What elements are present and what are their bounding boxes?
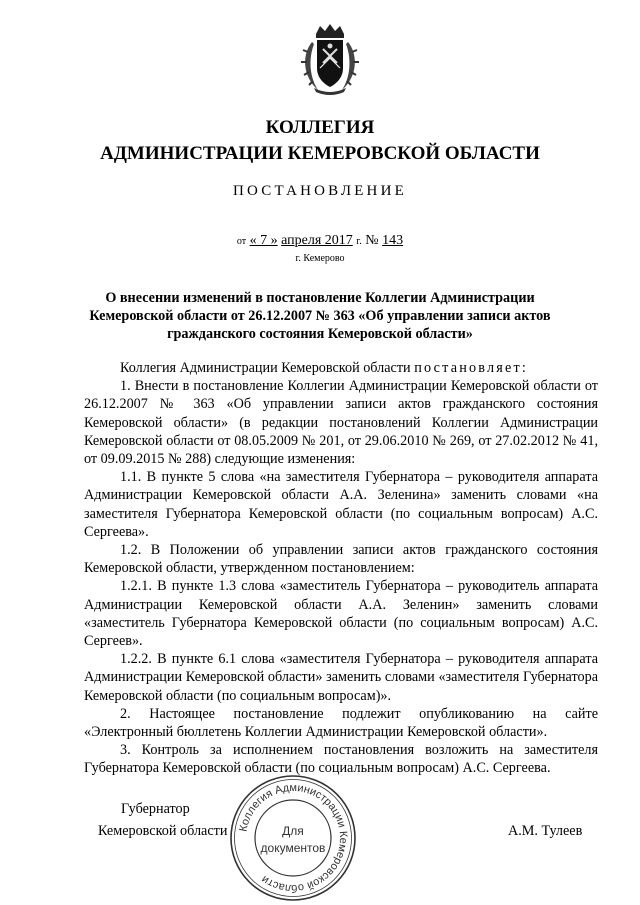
organization-name-line1: КОЛЛЕГИЯ xyxy=(265,117,375,138)
date-year-suffix: г. xyxy=(356,236,362,247)
body-intro: Коллегия Администрации Кемеровской области постановляет: xyxy=(120,360,526,376)
date-day: « 7 » xyxy=(249,233,278,248)
city-name: г. Кемерово xyxy=(295,253,345,264)
date-prefix: от xyxy=(236,236,247,247)
date-month-year: апреля 2017 xyxy=(281,233,353,248)
body-paragraph-3: 3. Контроль за исполнением постановления возложить на заместителя Губернатора Кемеровской области (по социальным вопросам) А.С. Сергеева. xyxy=(84,742,598,777)
body-paragraph-1-2-1: 1.2.1. В пункте 1.3 слова «заместитель Губернатора – руководитель аппарата Администрации Кемеровской области А.А. Зеленин» заменить словами «заместитель Губернатора Кемеровской области (по социальным вопросам) А.С. Сергеев». xyxy=(84,578,598,650)
number-sign: № xyxy=(365,233,379,248)
body-paragraph-1-2-2: 1.2.2. В пункте 6.1 слова «заместителя Губернатора – руководителя аппарата Администрации Кемеровской области» заменить словами «заместителя Губернатора Кемеровской области (по социальным вопросам)». xyxy=(84,651,598,704)
body-paragraph-1: 1. Внести в постановление Коллегии Администрации Кемеровской области от 26.12.2007 № 363 «Об управлении записи актов гражданского состояния Кемеровской области» (в редакции постановлений Коллегии Администрации Кемеровской области от 08.05.2009 № 201, от 29.06.2010 № 269, от 27.02.2012 № 41, от 09.09.2015 № 288) следующие изменения: xyxy=(84,378,598,468)
signatory-title: Губернатор xyxy=(121,801,190,817)
date-number-line xyxy=(0,233,640,249)
document-number: 143 xyxy=(382,233,404,248)
stamp-center-line2: документов xyxy=(260,841,326,855)
body-paragraph-1-2: 1.2. В Положении об управлении записи актов гражданского состояния Кемеровской области, утвержденном постановлением: xyxy=(84,542,598,577)
organization-name-line2: АДМИНИСТРАЦИИ КЕМЕРОВСКОЙ ОБЛАСТИ xyxy=(100,143,540,164)
decree-word: постановляет xyxy=(414,360,522,376)
official-stamp-icon xyxy=(228,773,358,903)
stamp-center-line1: Для xyxy=(282,824,304,838)
document-type: ПОСТАНОВЛЕНИЕ xyxy=(233,183,407,199)
document-body xyxy=(84,359,598,778)
signatory-region: Кемеровской области xyxy=(98,823,228,839)
body-paragraph-2: 2. Настоящее постановление подлежит опубликованию на сайте «Электронный бюллетень Коллегии Администрации Кемеровской области». xyxy=(84,705,598,741)
document-title: О внесении изменений в постановление Коллегии Администрации Кемеровской области от 26.12.2007 № 363 «Об управлении записи актов гражданского состояния Кемеровской области» xyxy=(89,290,551,342)
signatory-name: А.М. Тулеев xyxy=(508,823,583,839)
body-paragraph-1-1: 1.1. В пункте 5 слова «на заместителя Губернатора – руководителя аппарата Администрации Кемеровской области А.А. Зеленина» заменить словами «на заместителя Губернатора Кемеровской области (по социальным вопросам) А.С. Сергеева». xyxy=(84,469,598,540)
coat-of-arms-emblem xyxy=(298,22,362,96)
stamp-ring-text: Коллегия Администрации Кемеровской области xyxy=(237,781,350,895)
